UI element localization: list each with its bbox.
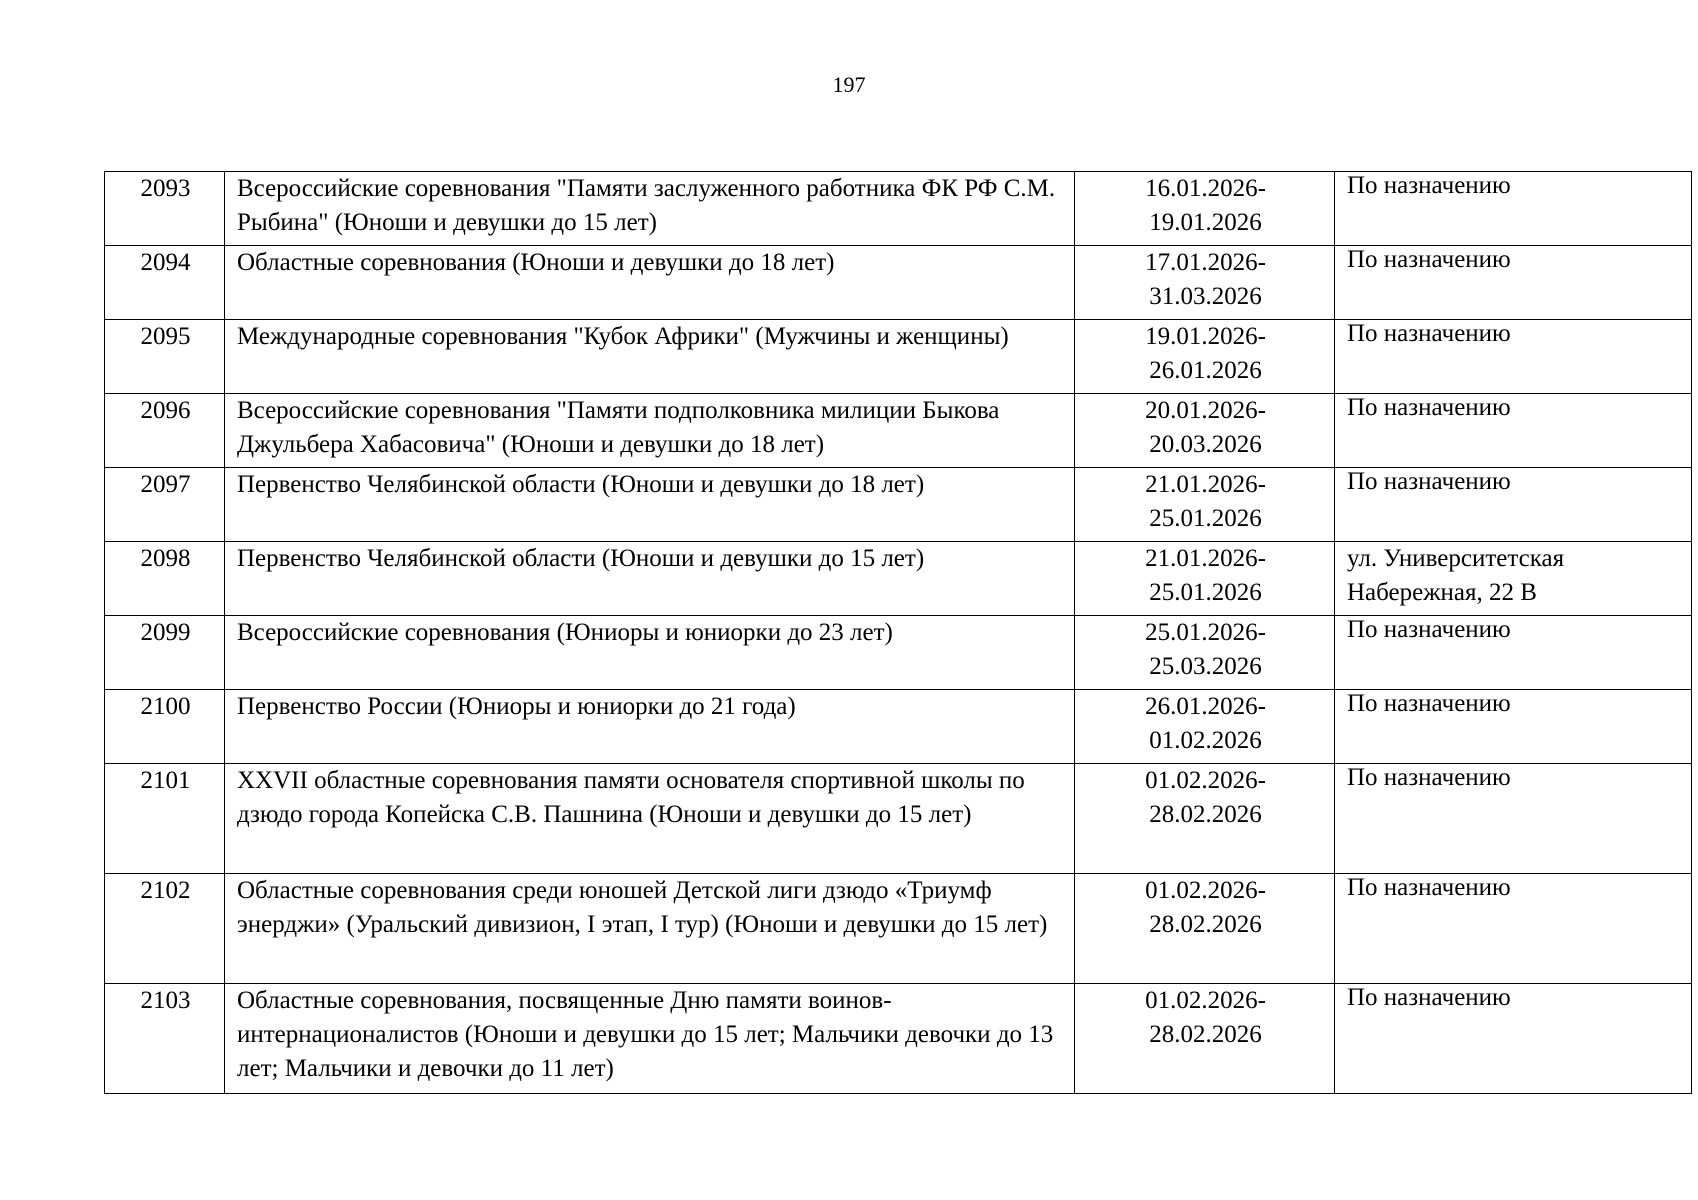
event-date-start: 01.02.2026- [1145,987,1266,1014]
event-name [225,394,1075,468]
event-date-end: 28.02.2026 [1149,1021,1262,1048]
event-number: 2097 [105,468,225,542]
event-name [225,984,1075,1094]
table-row [105,468,1692,542]
event-name [225,764,1075,874]
event-name [225,172,1075,246]
event-date-start: 01.02.2026- [1145,767,1266,794]
event-place [1335,616,1692,690]
event-date-start: 01.02.2026- [1145,877,1266,904]
table-row [105,874,1692,984]
event-date-end: 31.03.2026 [1149,283,1262,310]
event-name-text: Первенство России (Юниоры и юниорки до 21 года) [237,693,796,720]
event-place-text: По назначению [1347,764,1511,791]
event-name [225,874,1075,984]
event-name-text: Областные соревнования, посвященные Дню памяти воинов-интернационалистов (Юноши и девушки до 15 лет; Мальчики девочки до 13 лет; Мальчики и девочки до 11 лет) [237,987,1054,1082]
event-place-text: По назначению [1347,320,1511,347]
event-date-end: 19.01.2026 [1149,209,1262,236]
event-date-end: 28.02.2026 [1149,801,1262,828]
event-number: 2098 [105,542,225,616]
event-name-text: XXVII областные соревнования памяти основателя спортивной школы по дзюдо города Копейска С.В. Пашнина (Юноши и девушки до 15 лет) [237,767,1025,828]
event-date-start: 26.01.2026- [1145,693,1266,720]
event-date-end: 20.03.2026 [1149,431,1262,458]
table-row [105,394,1692,468]
event-date-end: 01.02.2026 [1149,727,1262,754]
event-number: 2095 [105,320,225,394]
table-row [105,984,1692,1094]
event-number: 2100 [105,690,225,764]
event-number: 2093 [105,172,225,246]
event-dates [1075,874,1335,984]
event-place [1335,690,1692,764]
table-row [105,246,1692,320]
event-dates [1075,984,1335,1094]
event-number: 2099 [105,616,225,690]
event-place [1335,984,1692,1094]
event-place-text: По назначению [1347,690,1511,717]
event-name-text: Первенство Челябинской области (Юноши и девушки до 18 лет) [237,471,925,498]
event-name [225,616,1075,690]
events-table [104,171,1692,1094]
event-place [1335,764,1692,874]
event-place-text: По назначению [1347,172,1511,199]
event-name-text: Областные соревнования среди юношей Детской лиги дзюдо «Триумф энерджи» (Уральский дивизион, I этап, I тур) (Юноши и девушки до 15 лет) [237,877,1048,938]
event-place-text: По назначению [1347,468,1511,495]
event-place [1335,320,1692,394]
table-row [105,616,1692,690]
event-dates [1075,320,1335,394]
event-place-text: По назначению [1347,246,1511,273]
event-dates [1075,690,1335,764]
event-place [1335,874,1692,984]
event-place-text: По назначению [1347,874,1511,901]
event-date-end: 25.01.2026 [1149,579,1262,606]
event-place [1335,172,1692,246]
table-row [105,542,1692,616]
event-date-start: 25.01.2026- [1145,619,1266,646]
event-place-text: По назначению [1347,616,1511,643]
table-row [105,172,1692,246]
event-place-text: По назначению [1347,984,1511,1011]
event-date-start: 16.01.2026- [1145,175,1266,202]
event-name-text: Всероссийские соревнования "Памяти подполковника милиции Быкова Джульбера Хабасовича" (Юноши и девушки до 18 лет) [237,397,1000,458]
event-name-text: Международные соревнования "Кубок Африки" (Мужчины и женщины) [237,323,1009,350]
event-date-start: 20.01.2026- [1145,397,1266,424]
event-name-text: Первенство Челябинской области (Юноши и девушки до 15 лет) [237,545,925,572]
event-place-text: ул. Университетская Набережная, 22 В [1347,545,1565,606]
event-date-start: 21.01.2026- [1145,545,1266,572]
event-place [1335,468,1692,542]
page-number: 197 [832,72,866,97]
event-date-start: 21.01.2026- [1145,471,1266,498]
event-name-text: Всероссийские соревнования "Памяти заслуженного работника ФК РФ С.М. Рыбина" (Юноши и девушки до 15 лет) [237,175,1056,236]
table-row [105,320,1692,394]
event-name [225,468,1075,542]
event-date-end: 26.01.2026 [1149,357,1262,384]
event-name [225,246,1075,320]
table-row [105,690,1692,764]
event-dates [1075,394,1335,468]
event-place [1335,246,1692,320]
event-place [1335,542,1692,616]
event-date-start: 17.01.2026- [1145,249,1266,276]
event-number: 2094 [105,246,225,320]
event-number: 2103 [105,984,225,1094]
event-dates [1075,542,1335,616]
event-number: 2101 [105,764,225,874]
event-dates [1075,172,1335,246]
event-name [225,690,1075,764]
event-dates [1075,468,1335,542]
event-date-end: 25.03.2026 [1149,653,1262,680]
event-name-text: Областные соревнования (Юноши и девушки до 18 лет) [237,249,835,276]
events-table-body [105,172,1692,1094]
event-date-start: 19.01.2026- [1145,323,1266,350]
event-dates [1075,246,1335,320]
event-name-text: Всероссийские соревнования (Юниоры и юниорки до 23 лет) [237,619,893,646]
event-number: 2102 [105,874,225,984]
event-date-end: 28.02.2026 [1149,911,1262,938]
event-dates [1075,764,1335,874]
event-number: 2096 [105,394,225,468]
event-place-text: По назначению [1347,394,1511,421]
event-name [225,320,1075,394]
event-name [225,542,1075,616]
table-row [105,764,1692,874]
event-date-end: 25.01.2026 [1149,505,1262,532]
event-dates [1075,616,1335,690]
event-place [1335,394,1692,468]
